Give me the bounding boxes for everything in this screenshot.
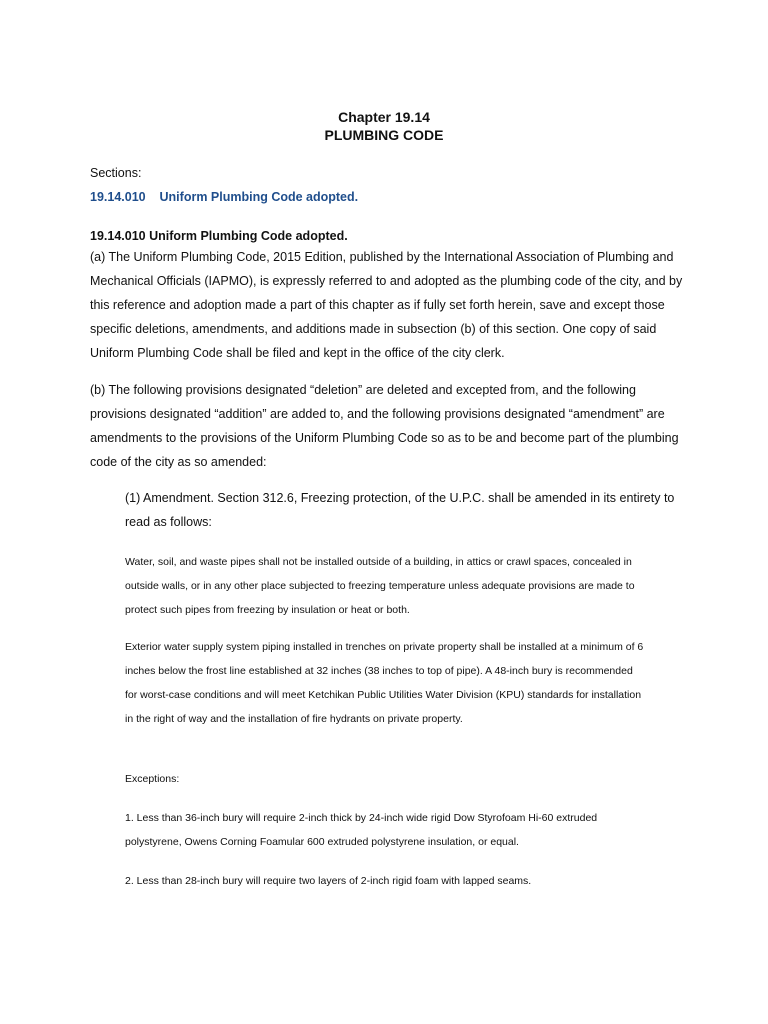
- toc-link-19-14-010[interactable]: [90, 190, 358, 204]
- chapter-title: PLUMBING CODE: [324, 127, 444, 143]
- section-heading: 19.14.010 Uniform Plumbing Code adopted.: [90, 229, 348, 243]
- sections-label: Sections:: [90, 166, 142, 180]
- chapter-title-block: [0, 108, 768, 144]
- subsection-a: (a) The Uniform Plumbing Code, 2015 Edition, published by the International Association of Plumbing and Mechanical Officials (IAPMO), is expressly referred to and adopted as the plumbing code of the city, and by this reference and adoption made a part of this chapter as if fully set forth herein, save and except those specific deletions, amendments, and additions made in subsection (b) of this section. One copy of said Uniform Plumbing Code shall be filed and kept in the office of the city clerk.: [90, 250, 683, 360]
- toc-link-number: 19.14.010: [90, 190, 146, 204]
- subsection-b: (b) The following provisions designated “deletion” are deleted and excepted from, and the following provisions designated “addition” are added to, and the following provisions designated “amendment” are amendments to the provisions of the Uniform Plumbing Code so as to be and become part of the plumbing code of the city as so amended:: [90, 383, 679, 469]
- chapter-number: Chapter 19.14: [338, 109, 430, 125]
- exception-1: 1. Less than 36-inch bury will require 2-inch thick by 24-inch wide rigid Dow Styrofoam Hi-60 extruded polystyrene, Owens Corning Foamular 600 extruded polystyrene insulation, or equal.: [125, 812, 598, 848]
- exceptions-label: Exceptions:: [125, 773, 180, 785]
- toc-link-title: Uniform Plumbing Code adopted.: [159, 190, 359, 204]
- item-1-amendment: (1) Amendment. Section 312.6, Freezing protection, of the U.P.C. shall be amended in its entirety to read as follows:: [125, 491, 675, 529]
- exception-2: 2. Less than 28-inch bury will require two layers of 2-inch rigid foam with lapped seams.: [125, 875, 532, 887]
- amended-text-freezing: Water, soil, and waste pipes shall not be installed outside of a building, in attics or crawl spaces, concealed in outside walls, or in any other place subjected to freezing temperature unless adequate provisions are made to protect such pipes from freezing by insulation or heat or both.: [125, 556, 635, 616]
- amended-text-trench-piping: Exterior water supply system piping installed in trenches on private property shall be installed at a minimum of 6 inches below the frost line established at 32 inches (38 inches to top of pipe). A 48-inch bury is recommended for worst-case conditions and will meet Ketchikan Public Utilities Water Division (KPU) standards for installation in the right of way and the installation of fire hydrants on private property.: [125, 641, 644, 725]
